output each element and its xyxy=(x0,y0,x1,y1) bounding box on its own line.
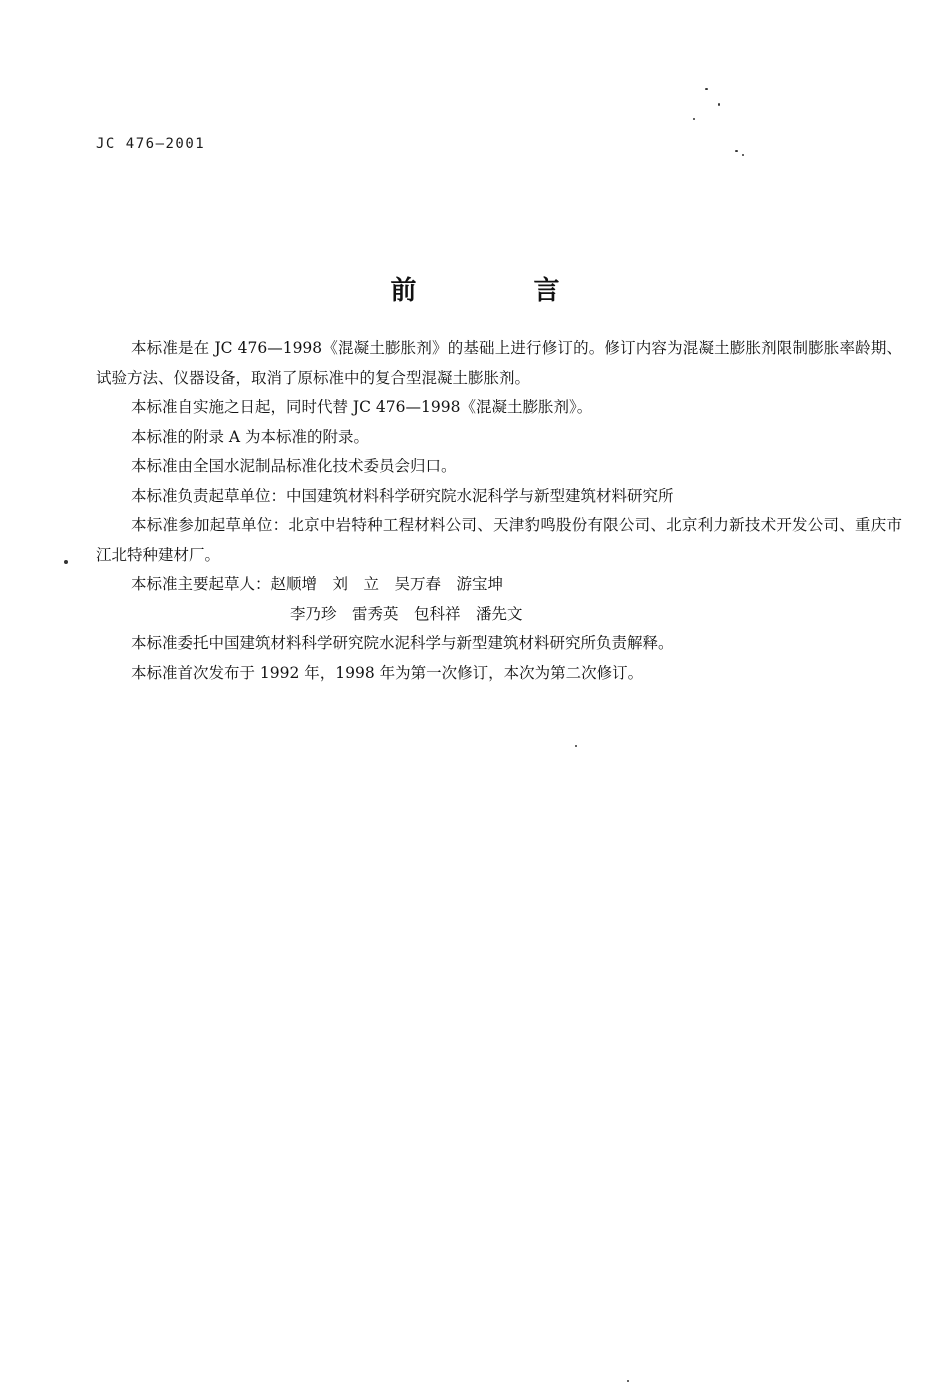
scan-speck xyxy=(735,150,738,152)
paragraph-interpretation: 本标准委托中国建筑材料科学研究院水泥科学与新型建筑材料研究所负责解释。 xyxy=(131,634,674,652)
paragraph-revision: 本标准是在 JC 476—1998《混凝土膨胀剂》的基础上进行修订的。修订内容为混凝土膨胀剂限制膨胀率龄期、试验方法、仪器设备，取消了原标准中的复合型混凝土膨胀剂。 xyxy=(96,339,902,387)
paragraph-replaces: 本标准自实施之日起，同时代替 JC 476—1998《混凝土膨胀剂》。 xyxy=(131,398,593,416)
paragraph-appendix: 本标准的附录 A 为本标准的附录。 xyxy=(131,427,370,446)
drafters-row-2 xyxy=(96,600,902,630)
page-title: 前 言 xyxy=(390,276,614,306)
paragraph-history: 本标准首次发布于 1992 年，1998 年为第一次修订，本次为第二次修订。 xyxy=(131,663,644,682)
drafters-row-1 xyxy=(96,570,902,600)
scan-speck xyxy=(718,103,720,106)
scan-speck xyxy=(693,118,695,120)
paragraph-lead-drafter: 本标准负责起草单位：中国建筑材料科学研究院水泥科学与新型建筑材料研究所 xyxy=(131,486,674,505)
drafters-names-2: 李乃珍 雷秀英 包科祥 潘先文 xyxy=(290,604,523,623)
standard-code: JC 476—2001 xyxy=(96,136,206,152)
foreword-body xyxy=(96,334,902,688)
scan-speck xyxy=(705,88,708,90)
paragraph-participating-drafters: 本标准参加起草单位：北京中岩特种工程材料公司、天津豹鸣股份有限公司、北京利力新技术开发公司、重庆市江北特种建材厂。 xyxy=(96,516,902,564)
drafters-names-1: 赵顺增 刘 立 吴万春 游宝坤 xyxy=(270,575,504,593)
drafters-label: 本标准主要起草人： xyxy=(131,575,271,593)
scan-speck xyxy=(64,560,68,564)
paragraph-committee: 本标准由全国水泥制品标准化技术委员会归口。 xyxy=(131,457,457,475)
scan-speck xyxy=(575,745,577,747)
scan-speck xyxy=(742,154,744,156)
